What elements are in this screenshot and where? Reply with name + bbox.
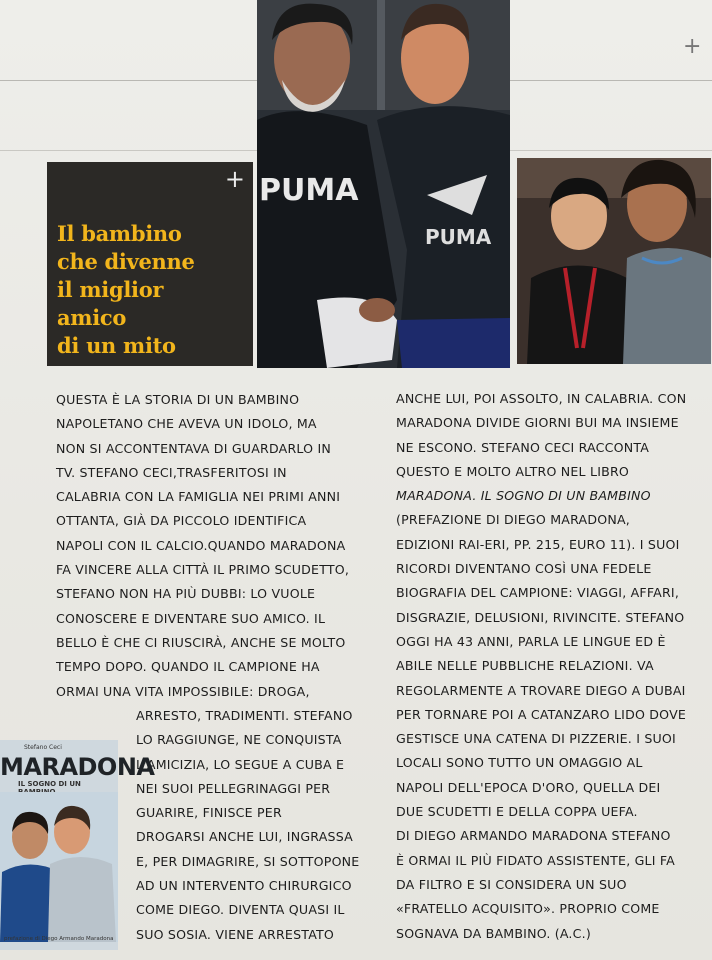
headline-box (47, 162, 253, 366)
body-line: STEFANO NON HA PIÙ DUBBI: LO VUOLE (56, 586, 316, 602)
body-line: NAPOLI CON IL CALCIO.QUANDO MARADONA (56, 537, 346, 553)
body-line: DISGRAZIE, DELUSIONI, RIVINCITE. STEFANO (396, 609, 685, 625)
body-column-left (56, 388, 349, 704)
book-subtitle: IL SOGNO DI UN (18, 780, 81, 788)
body-line: GUARIRE, FINISCE PER (136, 805, 282, 821)
body-line: PER TORNARE POI A CATANZARO LIDO DOVE (396, 706, 687, 722)
body-line: È ORMAI IL PIÙ FIDATO ASSISTENTE, GLI FA (396, 852, 675, 868)
headline: Il bambino che divenne il miglior amico di un mito (57, 221, 195, 358)
body-line: E, PER DIMAGRIRE, SI SOTTOPONE (136, 853, 360, 869)
body-line: NAPOLI DELL'EPOCA D'ORO, QUELLA DEI (396, 779, 661, 795)
body-line: COME DIEGO. DIVENTA QUASI IL (136, 902, 345, 918)
body-line: FA VINCERE ALLA CITTÀ IL PRIMO SCUDETTO, (56, 562, 350, 578)
main-photo (257, 0, 510, 368)
book-title: MARADONA (0, 753, 155, 781)
left-jersey-text: PUMA (259, 173, 359, 208)
body-line: RICORDI DIVENTANO COSÌ UNA FEDELE (396, 561, 652, 577)
body-line: LOCALI SONO TUTTO UN OMAGGIO AL (396, 755, 643, 771)
body-line: NEI SUOI PELLEGRINAGGI PER (136, 780, 331, 796)
body-line: QUESTA È LA STORIA DI UN BAMBINO (56, 392, 300, 407)
body-line: NAPOLETANO CHE AVEVA UN IDOLO, MA (56, 416, 317, 432)
body-line: ORMAI UNA VITA IMPOSSIBILE: DROGA, (56, 683, 310, 699)
body-column-left-indented (136, 704, 359, 947)
body-line: NON SI ACCONTENTAVA DI GUARDARLO IN (56, 440, 332, 456)
body-line: BELLO È CHE CI RIUSCIRÀ, ANCHE SE MOLTO (56, 634, 346, 650)
corner-plus-icon: + (683, 34, 702, 59)
body-line: TV. STEFANO CECI,TRASFERITOSI IN (56, 464, 287, 480)
body-line: CONOSCERE E DIVENTARE SUO AMICO. IL (56, 610, 326, 626)
book-cover (0, 740, 155, 950)
body-line: LO RAGGIUNGE, NE CONQUISTA (136, 732, 342, 748)
body-line: GESTISCE UNA CATENA DI PIZZERIE. I SUOI (396, 731, 676, 747)
main-photo-illustration (257, 0, 510, 368)
body-line: MARADONA DIVIDE GIORNI BUI MA INSIEME (396, 415, 679, 431)
body-line: SUO SOSIA. VIENE ARRESTATO (136, 926, 335, 942)
body-line: DA FILTRO E SI CONSIDERA UN SUO (396, 876, 627, 892)
body-line: EDIZIONI RAI-ERI, PP. 215, EURO 11). I SUOI (396, 536, 680, 552)
body-line: SOGNAVA DA BAMBINO. (A.C.) (396, 925, 591, 941)
book-author: Stefano Ceci (24, 744, 62, 751)
body-column-right (396, 387, 686, 946)
book-footer: prefazione di Diego Armando Maradona (4, 936, 114, 942)
body-line: CALABRIA CON LA FAMIGLIA NEI PRIMI ANNI (56, 489, 341, 505)
body-line: TEMPO DOPO. QUANDO IL CAMPIONE HA (56, 659, 320, 675)
body-line: DI DIEGO ARMANDO MARADONA STEFANO (396, 828, 671, 844)
book-cover-photo (0, 792, 118, 942)
body-line: DUE SCUDETTI E DELLA COPPA UEFA. (396, 804, 638, 820)
body-line: ARRESTO, TRADIMENTI. STEFANO (136, 708, 353, 723)
body-line: L'AMICIZIA, LO SEGUE A CUBA E (136, 756, 345, 772)
body-line: BIOGRAFIA DEL CAMPIONE: VIAGGI, AFFARI, (396, 585, 680, 601)
body-line: REGOLARMENTE A TROVARE DIEGO A DUBAI (396, 682, 686, 698)
body-line: «FRATELLO ACQUISITO». PROPRIO COME (396, 901, 660, 917)
body-line: AD UN INTERVENTO CHIRURGICO (136, 878, 352, 894)
right-jersey-text: PUMA (425, 225, 492, 249)
side-photo (517, 158, 711, 364)
body-line: QUESTO E MOLTO ALTRO NEL LIBRO (396, 463, 630, 479)
body-line: NE ESCONO. STEFANO CECI RACCONTA (396, 439, 650, 455)
body-line: OTTANTA, GIÀ DA PICCOLO IDENTIFICA (56, 513, 307, 529)
body-line: OGGI HA 43 ANNI, PARLA LE LINGUE ED È (396, 633, 666, 649)
body-line: ANCHE LUI, POI ASSOLTO, IN CALABRIA. CON (396, 391, 687, 406)
side-photo-illustration (517, 158, 711, 364)
plus-icon: + (224, 165, 245, 193)
body-line: ABILE NELLE PUBBLICHE RELAZIONI. VA (396, 658, 654, 674)
body-line: (PREFAZIONE DI DIEGO MARADONA, (396, 512, 630, 528)
book-title-line: MARADONA. IL SOGNO DI UN BAMBINO (396, 488, 651, 504)
body-line: DROGARSI ANCHE LUI, INGRASSA (136, 829, 353, 845)
